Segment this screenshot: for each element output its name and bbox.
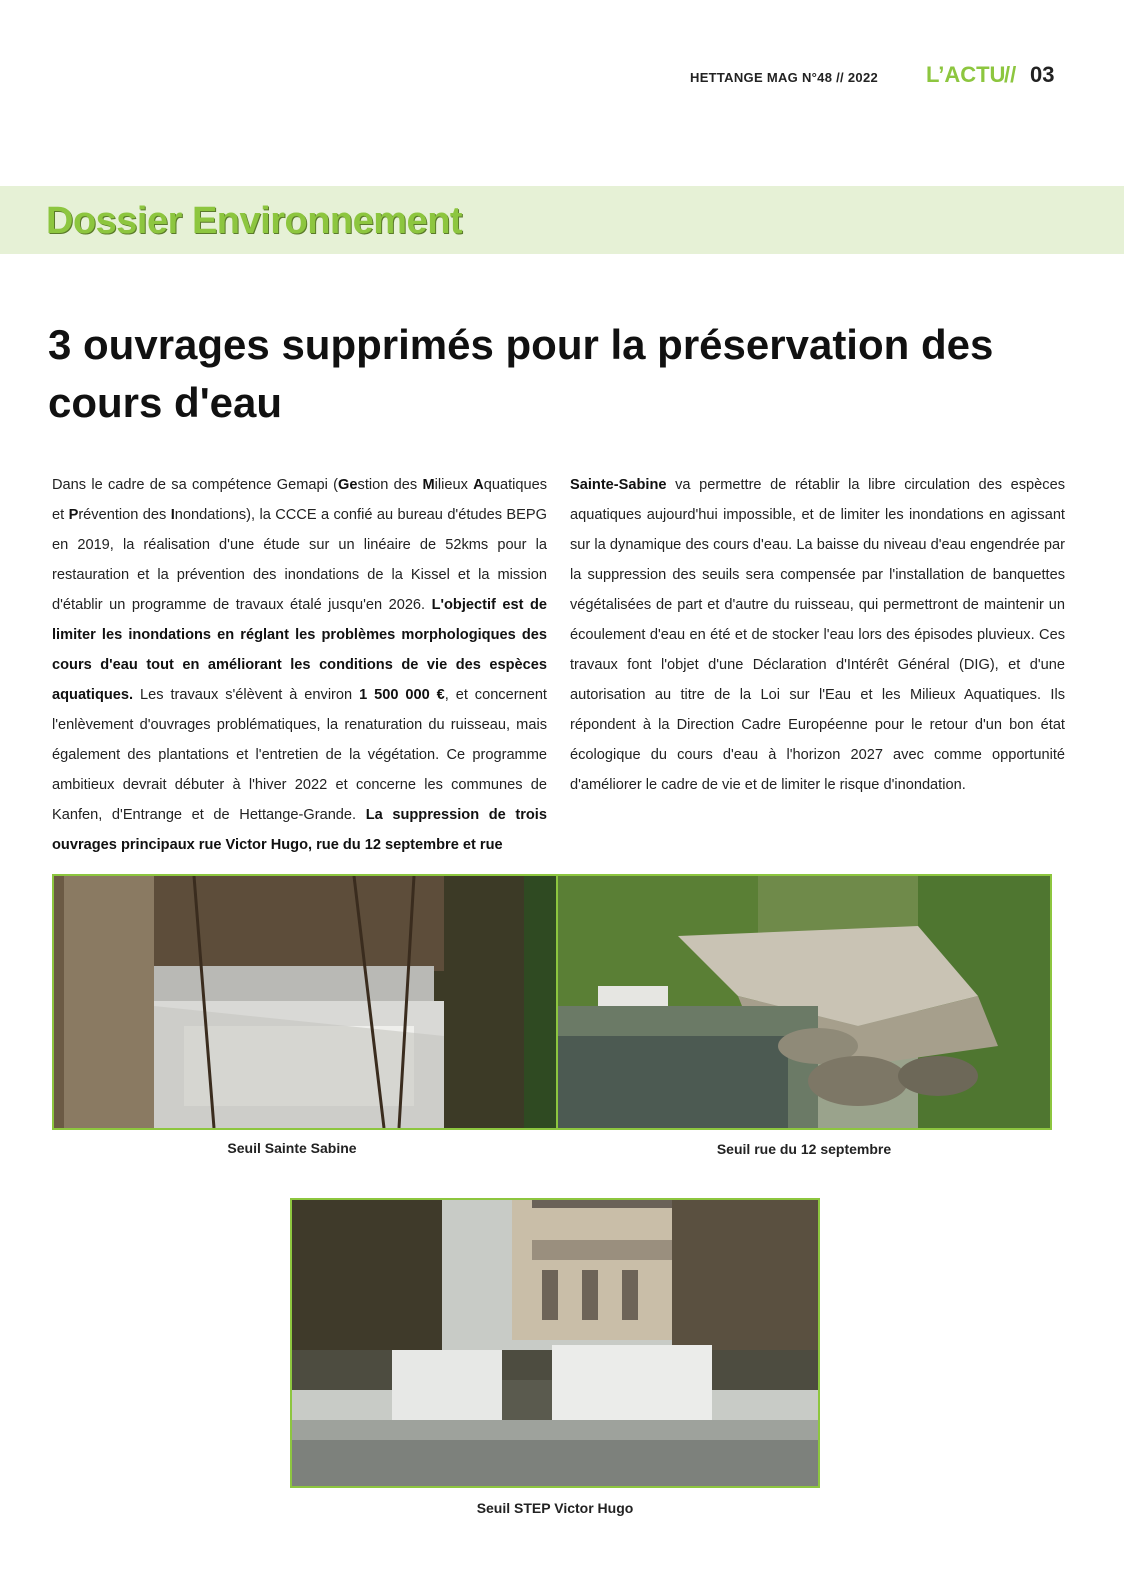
text-run: ilieux bbox=[434, 477, 474, 493]
caption-photo-1: Seuil Sainte Sabine bbox=[227, 1140, 357, 1156]
bold-text-run: Sainte-Sabine bbox=[570, 477, 667, 493]
bold-text-run: Ge bbox=[338, 477, 358, 493]
page-header bbox=[0, 62, 1124, 92]
bold-text-run: M bbox=[422, 477, 435, 493]
section-name: L’ACTU bbox=[926, 62, 1006, 87]
text-run: quatiques et bbox=[52, 477, 548, 523]
article-headline: 3 ouvrages supprimés pour la préservation des cours d'eau bbox=[48, 321, 994, 426]
bold-text-run: La suppression de trois ouvrages principaux rue Victor Hugo, rue du 12 septembre et rue bbox=[52, 807, 547, 853]
text-run: nondations), la CCCE a confié au bureau d'études BEPG en 2019, la réalisation d'une étude sur un linéaire de 52kms pour la restauration et la prévention des inondations de la Kissel et la mission d'établir un programme de travaux étalé jusqu'en 2026. bbox=[52, 507, 547, 613]
text-run: Dans le cadre de sa compétence Gemapi ( bbox=[52, 477, 339, 493]
photo-weir-image bbox=[54, 876, 556, 1128]
photo-seuil-12-septembre bbox=[556, 874, 1052, 1130]
text-run: Les travaux s'élèvent à environ bbox=[133, 687, 360, 703]
bold-text-run: I bbox=[170, 507, 175, 523]
caption-photo-3: Seuil STEP Victor Hugo bbox=[476, 1500, 634, 1516]
section-band bbox=[0, 186, 1124, 254]
article-column-1 bbox=[52, 470, 547, 860]
article-column-2 bbox=[570, 470, 1065, 800]
photo-riverbed-image bbox=[558, 876, 1050, 1128]
text-run: révention des bbox=[78, 507, 171, 523]
bold-text-run: 1 500 000 € bbox=[359, 687, 445, 703]
photo-seuil-step-victor-hugo bbox=[290, 1198, 820, 1488]
page-number: 03 bbox=[1030, 62, 1055, 87]
dossier-title: Dossier Environnement bbox=[46, 200, 463, 242]
bold-text-run: L'objectif est de limiter les inondations en réglant les problèmes morphologiques des cours d'eau tout en améliorant les conditions de vie des espèces aquatiques. bbox=[52, 597, 547, 703]
text-run: stion des bbox=[357, 477, 423, 493]
text-run: , et concernent l'enlèvement d'ouvrages problématiques, la renaturation du ruisseau, mais également des plantations et l'entretien de la végétation. Ce programme ambitieux devrait débuter à l'hiver 2022 et concerne les communes de Kanfen, d'Entrange et de Hettange-Grande. bbox=[52, 687, 547, 823]
photo-cascade-image bbox=[292, 1200, 818, 1486]
bold-text-run: P bbox=[68, 507, 79, 523]
magazine-issue: HETTANGE MAG N°48 // 2022 bbox=[690, 70, 879, 85]
caption-photo-2: Seuil rue du 12 septembre bbox=[716, 1141, 892, 1157]
bold-text-run: A bbox=[473, 477, 484, 493]
text-run: va permettre de rétablir la libre circulation des espèces aquatiques aujourd'hui impossible, et de limiter les inondations en agissant sur la dynamique des cours d'eau. La baisse du niveau d'eau engendrée par la suppression des seuils sera compensée par l'installation de banquettes végétalisées de part et d'autre du ruisseau, qui permettront de maintenir un écoulement d'eau en été et de stocker l'eau lors des épisodes pluvieux. Ces travaux font l'objet d'une Déclaration d'Intérêt Général (DIG), et d'une autorisation au titre de la Loi sur l'Eau et les Milieux Aquatiques. Ils répondent à la Direction Cadre Européenne pour le retour d'un bon état écologique du cours d'eau à l'horizon 2027 avec comme opportunité d'améliorer le cadre de vie et de limiter le risque d'inondation. bbox=[570, 477, 1065, 793]
section-separator: // bbox=[1004, 62, 1017, 87]
photo-seuil-sainte-sabine bbox=[52, 874, 558, 1130]
